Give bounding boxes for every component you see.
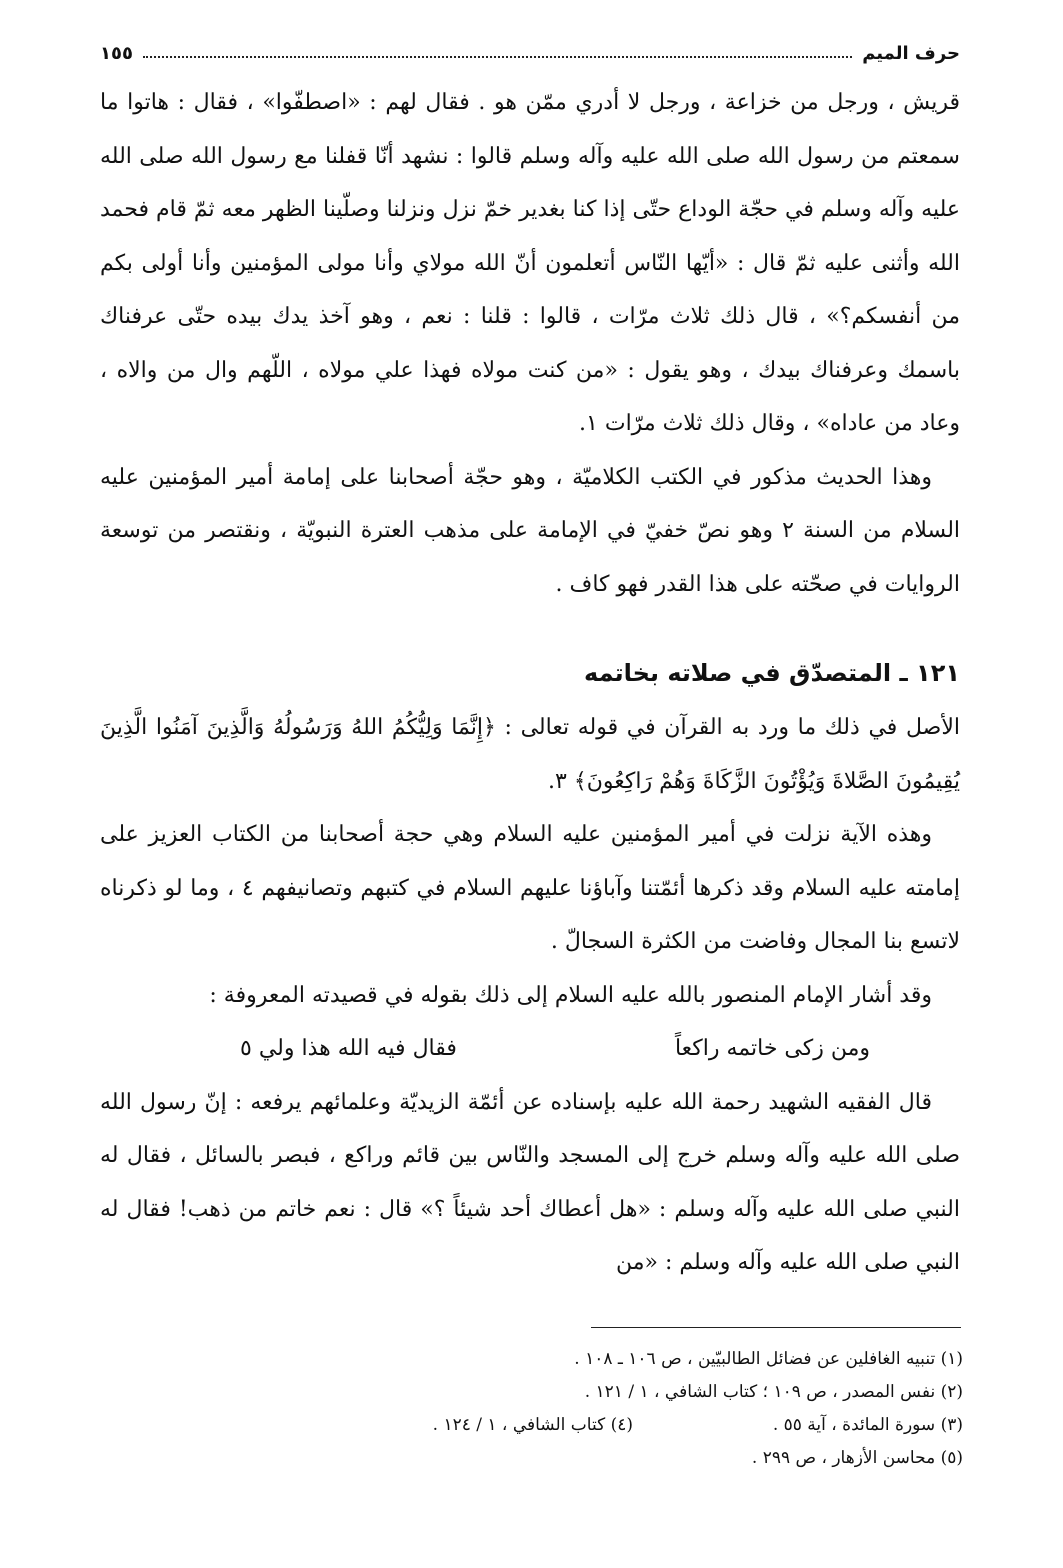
paragraph-1: قريش ، ورجل من خزاعة ، ورجل لا أدري ممّن هو . فقال لهم : «اصطفّوا» ، فقال : هاتوا ما سمعتم من رسول الله صلى الله عليه وآله وسلم قالوا : نشهد أنّا قفلنا مع رسول الله صلى الله عليه وآله وسلم في حجّة الوداع حتّى إذا كنا بغدير خمّ نزل ونزلنا وصلّينا الظهر معه ثمّ قام فحمد الله وأثنى عليه ثمّ قال : «أيّها النّاس أتعلمون أنّ الله مولاي وأنا مولى المؤمنين وأنا أولى بكم من أنفسكم؟» ، قال ذلك ثلاث مرّات ، قالوا : قلنا : نعم ، وهو آخذ يدك بيده حتّى عرفناك باسمك وعرفناك بيدك ، وهو يقول : «من كنت مولاه فهذا علي مولاه ، اللّهم وال من والاه ، وعاد من عاداه» ، وقال ذلك ثلاث مرّات ١. <box>100 90 960 436</box>
main-text <box>100 76 960 1290</box>
verse-second-hemistich: فقال فيه الله هذا ولي ٥ <box>240 1036 457 1061</box>
page-number: ١٥٥ <box>100 43 133 64</box>
footnote-5: (٥) محاسن الأزهار ، ص ٢٩٩ . <box>751 1448 963 1468</box>
section-paragraph-3: وقد أشار الإمام المنصور بالله عليه السلام إلى ذلك بقوله في قصيدته المعروفة : <box>209 982 932 1008</box>
paragraph-2: وهذا الحديث مذكور في الكتب الكلاميّة ، وهو حجّة أصحابنا على إمامة أمير المؤمنين عليه السلام من السنة ٢ وهو نصّ خفيّ في الإمامة على مذهب العترة النبويّة ، ونقتصر من توسعة الروايات في صحّته على هذا القدر فهو كاف . <box>100 464 961 597</box>
page <box>100 38 960 1290</box>
footnotes <box>263 1343 963 1475</box>
section-paragraph-2: وهذه الآية نزلت في أمير المؤمنين عليه السلام وهي حجة أصحابنا من الكتاب العزيز على إمامته عليه السلام وقد ذكرها أئمّتنا وآباؤنا عليهم السلام في كتبهم وتصانيفهم ٤ ، وما لو ذكرناه لاتسع بنا المجال وفاضت من الكثرة السجالّ . <box>100 822 960 954</box>
running-header <box>100 38 960 64</box>
footnote-4: (٤) كتاب الشافي ، ١ / ١٢٤ . <box>432 1415 633 1435</box>
footnote-3: (٣) سورة المائدة ، آية ٥٥ . <box>772 1415 963 1435</box>
section-heading: ١٢١ ـ المتصدّق في صلاته بخاتمه <box>584 659 960 687</box>
section-paragraph-4: قال الفقيه الشهيد رحمة الله عليه بإسناده عن أئمّة الزيديّة وعلمائهم يرفعه : إنّ رسول الله صلى الله عليه وآله وسلم خرج إلى المسجد والنّاس بين قائم وراكع ، فبصر بالسائل ، فقال له النبي صلى الله عليه وآله وسلم : «هل أعطاك أحد شيئاً ؟» قال : نعم خاتم من ذهب! فقال له النبي صلى الله عليه وآله وسلم : «من <box>100 1089 960 1275</box>
footnote-1: (١) تنبيه الغافلين عن فضائل الطالبيّين ، ص ١٠٦ ـ ١٠٨ . <box>574 1349 963 1369</box>
footnote-2: (٢) نفس المصدر ، ص ١٠٩ ؛ كتاب الشافي ، ١ / ١٢١ . <box>584 1382 963 1402</box>
poetry-verse <box>100 1022 960 1076</box>
footnote-divider <box>591 1327 961 1328</box>
verse-first-hemistich: ومن زكى خاتمه راكعاً <box>674 1036 870 1061</box>
header-dotted-leader <box>143 56 852 58</box>
chapter-title: حرف الميم <box>862 43 960 64</box>
footnote-row-3-4 <box>263 1409 963 1442</box>
section-paragraph-1: الأصل في ذلك ما ورد به القرآن في قوله تعالى : ﴿إِنَّمَا وَلِيُّكُمُ اللهُ وَرَسُولُهُ وَالَّذِينَ آمَنُوا الَّذِينَ يُقِيمُونَ الصَّلاةَ وَيُؤْتُونَ الزَّكَاةَ وَهُمْ رَاكِعُونَ﴾ ٣. <box>100 715 960 794</box>
